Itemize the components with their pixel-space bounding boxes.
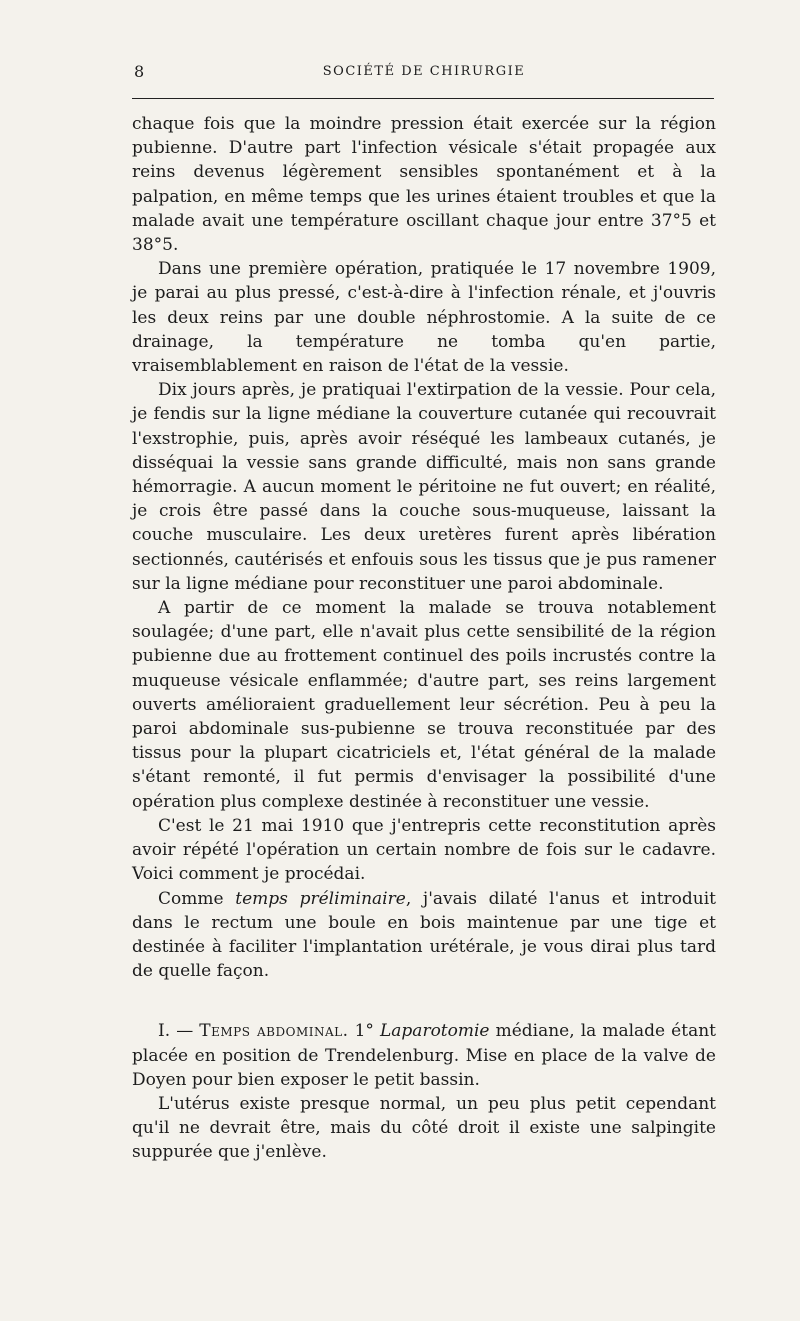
paragraph: A partir de ce moment la malade se trouva notablement soulagée; d'une part, elle n'avait plus cette sensibilité de la région pubienne due au frottement continuel des poils incrustés contre la muqueuse vésicale enflammée; d'autre part, ses reins largement ouverts amélioraient graduellement leur sécrétion. Peu à peu la paroi abdominale sus-pubienne se trouva reconstituée par des tissus pour la plupart cicatriciels et, l'état général de la malade s'étant remonté, il fut permis d'envisager la possibilité d'une opération plus complexe destinée à reconstituer une vessie. [132,598,716,812]
page-body [132,112,716,1165]
paragraph-continued: chaque fois que la moindre pression était exercée sur la région pubienne. D'autre part l'infection vésicale s'était propagée aux reins devenus légèrement sensibles spontanément et à la palpation, en même temps que les urines étaient troubles et que la malade avait une température oscillant chaque jour entre 37°5 et 38°5. [132,114,716,256]
header-rule [132,98,714,99]
emphasis: temps préliminaire [235,888,406,909]
section-paragraph [132,1019,716,1092]
paragraph: L'utérus existe presque normal, un peu plus petit cependant qu'il ne devrait être, mais du côté droit il existe une salpingite suppurée que j'enlève. [132,1093,716,1163]
emphasis: Laparotomie [380,1021,490,1042]
text-run: médiane, la malade étant placée en position de Trendelenburg. Mise en place de la valve de Doyen pour bien exposer le petit bassin. [132,1021,716,1090]
paragraph: Dans une première opération, pratiquée le 17 novembre 1909, je parai au plus pressé, c'est-à-dire à l'infection rénale, et j'ouvris les deux reins par une double néphrostomie. A la suite de ce drainage, la température ne tomba qu'en partie, vraisemblablement en raison de l'état de la vessie. [132,259,716,377]
paragraph-preliminary [132,887,716,984]
page-number: 8 [134,62,145,81]
paragraph: C'est le 21 mai 1910 que j'entrepris cette reconstitution après avoir répété l'opération un certain nombre de fois sur le cadavre. Voici comment je procédai. [132,815,716,885]
section-number: I. — [158,1021,200,1042]
section-heading: Temps abdominal. [199,1021,349,1042]
text-run: Comme [158,888,236,909]
paragraph: Dix jours après, je pratiquai l'extirpation de la vessie. Pour cela, je fendis sur la ligne médiane la couverture cutanée qui recouvrait l'exstrophie, puis, après avoir réséqué les lambeaux cutanés, je disséquai la vessie sans grande difficulté, mais non sans grande hémorragie. A aucun moment le péritoine ne fut ouvert; en réalité, je crois être passé dans la couche sous-muqueuse, laissant la couche musculaire. Les deux uretères furent après libération sectionnés, cautérisés et enfouis sous les tissus que je pus ramener sur la ligne médiane pour reconstituer une paroi abdominale. [132,380,716,594]
text-run: , j'avais dilaté l'anus et introduit dans le rectum une boule en bois maintenue par une tige et destinée à faciliter l'implantation urétérale, je vous dirai plus tard de quelle façon. [132,888,716,982]
page-header [134,62,714,84]
running-title: SOCIÉTÉ DE CHIRURGIE [322,64,526,79]
step-number: 1° [348,1021,380,1042]
